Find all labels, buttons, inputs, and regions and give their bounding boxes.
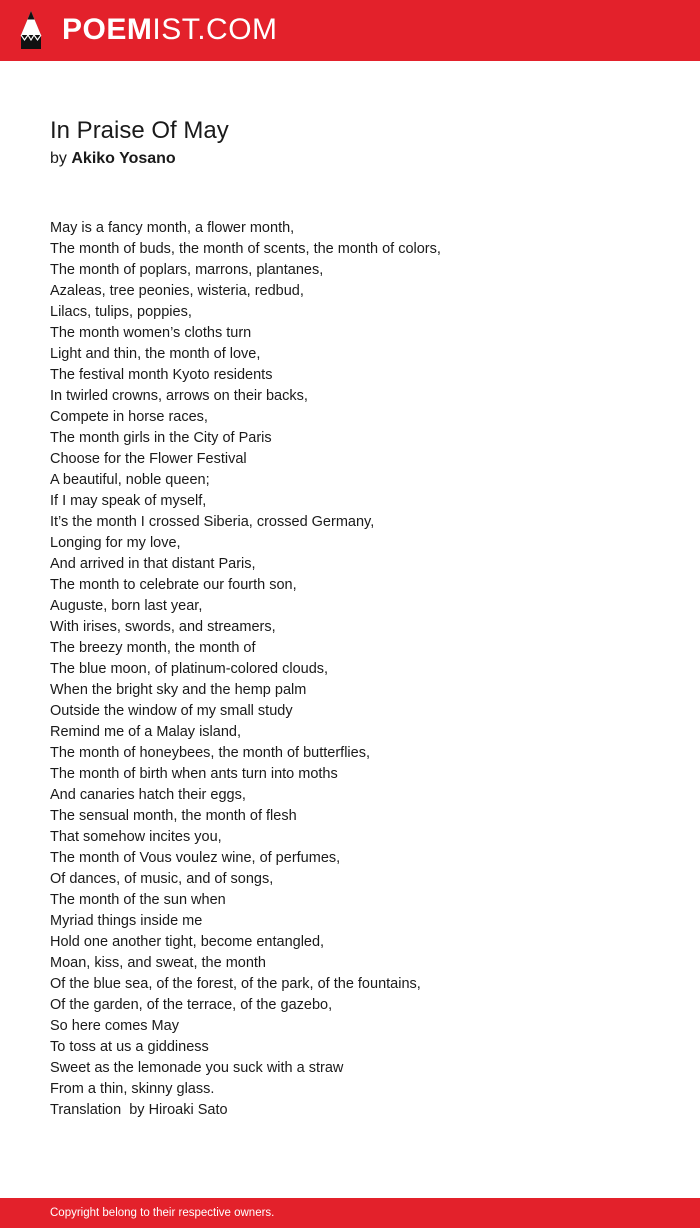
poem-line: Moan, kiss, and sweat, the month	[50, 955, 266, 971]
poem-line: That somehow incites you,	[50, 829, 222, 845]
poem-line: The month girls in the City of Paris	[50, 430, 272, 446]
poem-line: Of the blue sea, of the forest, of the park, of the fountains,	[50, 976, 421, 992]
poem-line: In twirled crowns, arrows on their backs,	[50, 388, 308, 404]
poem-title: In Praise Of May	[50, 117, 229, 144]
poem-line: Of the garden, of the terrace, of the gazebo,	[50, 997, 333, 1013]
poem-line: Compete in horse races,	[50, 409, 208, 425]
poem-line: To toss at us a giddiness	[50, 1039, 209, 1055]
poem-line: From a thin, skinny glass.	[50, 1081, 215, 1097]
copyright-notice: Copyright belong to their respective owners.	[50, 1207, 275, 1219]
author-name: Akiko Yosano	[71, 150, 176, 167]
poem-line: The month of Vous voulez wine, of perfumes,	[50, 850, 341, 866]
poem-line: The month of poplars, marrons, plantanes,	[50, 262, 324, 278]
poem-line: May is a fancy month, a flower month,	[50, 220, 295, 236]
site-logo[interactable]	[62, 12, 278, 48]
poem-line: With irises, swords, and streamers,	[50, 619, 276, 635]
poem-line: The blue moon, of platinum-colored clouds,	[50, 661, 329, 677]
poem-line: So here comes May	[50, 1018, 179, 1034]
poem-line: Choose for the Flower Festival	[50, 451, 247, 467]
poem-line: Outside the window of my small study	[50, 703, 293, 719]
poem-line: Sweet as the lemonade you suck with a straw	[50, 1060, 344, 1076]
poem-line: The month of buds, the month of scents, the month of colors,	[50, 241, 441, 257]
poem-line: The festival month Kyoto residents	[50, 367, 273, 383]
poem-line: Translation by Hiroaki Sato	[50, 1102, 228, 1118]
site-footer	[0, 1198, 700, 1228]
poem-line: Azaleas, tree peonies, wisteria, redbud,	[50, 283, 304, 299]
poem-line: Lilacs, tulips, poppies,	[50, 304, 192, 320]
poem-line: A beautiful, noble queen;	[50, 472, 210, 488]
byline	[50, 148, 176, 170]
poem-line: Of dances, of music, and of songs,	[50, 871, 274, 887]
poem-line: Light and thin, the month of love,	[50, 346, 261, 362]
poem-line: The month of honeybees, the month of butterflies,	[50, 745, 370, 761]
poem-line: The sensual month, the month of flesh	[50, 808, 297, 824]
brand-name-light: IST.COM	[152, 13, 278, 46]
poem-line: When the bright sky and the hemp palm	[50, 682, 307, 698]
poem-line: It’s the month I crossed Siberia, crossed Germany,	[50, 514, 375, 530]
poem-line: The month of birth when ants turn into moths	[50, 766, 338, 782]
poem-line: The month to celebrate our fourth son,	[50, 577, 297, 593]
site-header	[0, 0, 700, 61]
by-label: by	[50, 150, 67, 167]
brand-name-bold: POEM	[62, 13, 153, 46]
poem-line: The month of the sun when	[50, 892, 226, 908]
poem-line: The month women’s cloths turn	[50, 325, 252, 341]
poem-line: Myriad things inside me	[50, 913, 203, 929]
poem-line: And canaries hatch their eggs,	[50, 787, 246, 803]
pencil-tip-icon[interactable]	[18, 9, 44, 51]
poem-body	[50, 218, 670, 1121]
poem-line: Auguste, born last year,	[50, 598, 203, 614]
poem-line: Remind me of a Malay island,	[50, 724, 241, 740]
poem-line: Hold one another tight, become entangled,	[50, 934, 325, 950]
poem-line: If I may speak of myself,	[50, 493, 207, 509]
poem-line: The breezy month, the month of	[50, 640, 256, 656]
poem-line: Longing for my love,	[50, 535, 181, 551]
poem-line: And arrived in that distant Paris,	[50, 556, 256, 572]
